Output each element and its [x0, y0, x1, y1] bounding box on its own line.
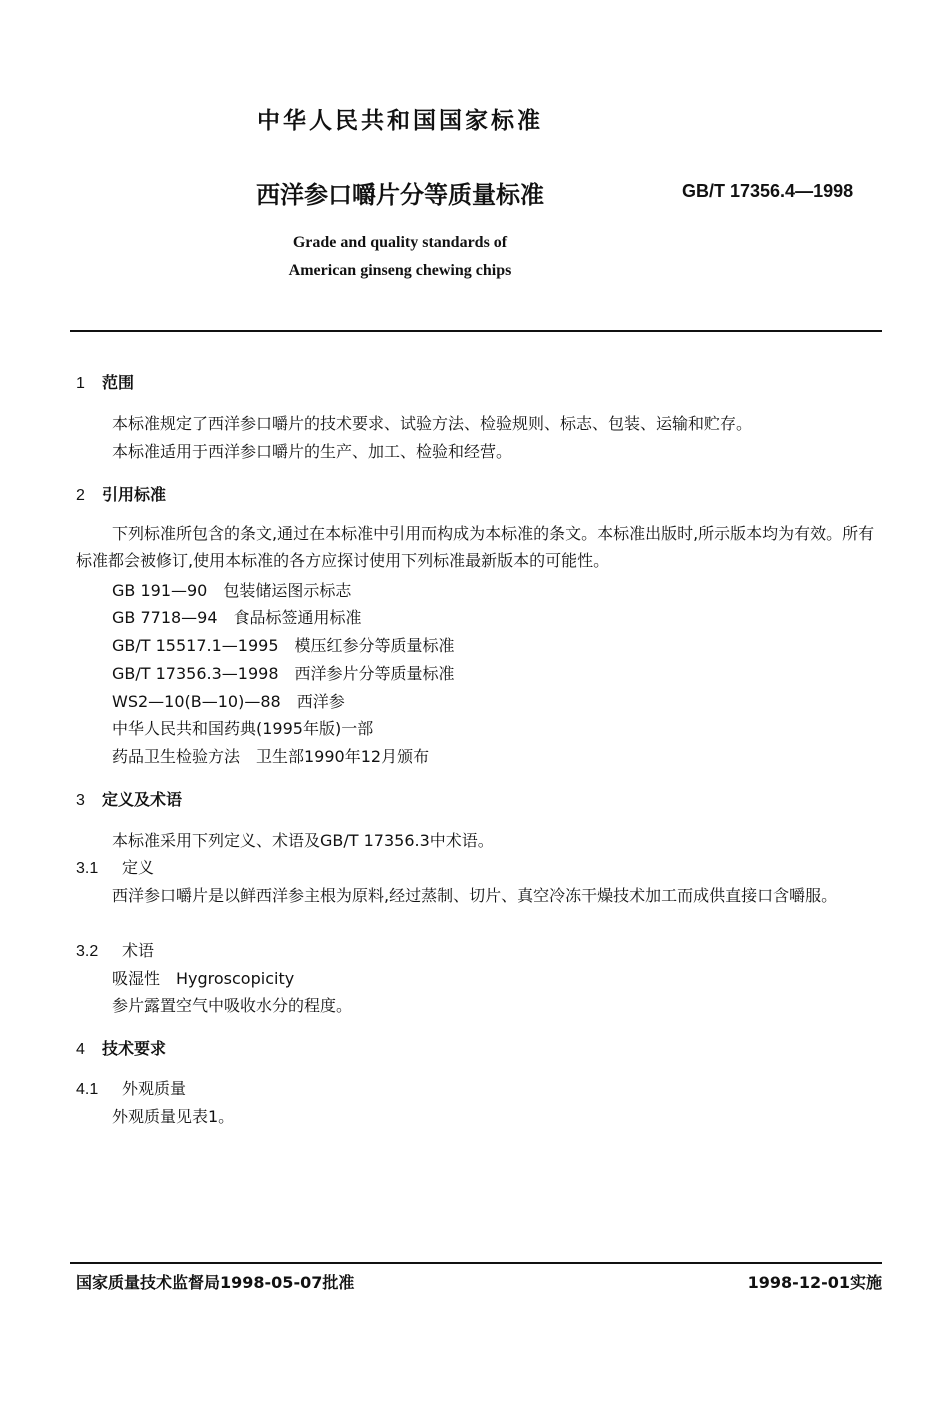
section-3-1-number: 3.1 [76, 860, 99, 877]
section-4-1-text: 外观质量见表1。 [112, 1107, 235, 1126]
section-2-title: 引用标准 [102, 485, 167, 504]
reference-item: GB/T 17356.3—1998 西洋参片分等质量标准 [112, 664, 455, 683]
section-1-para-1: 本标准规定了西洋参口嚼片的技术要求、试验方法、检验规则、标志、包装、运输和贮存。 [112, 414, 753, 433]
document-title-en-line2: American ginseng chewing chips [288, 262, 512, 279]
reference-item: WS2—10(B—10)—88 西洋参 [112, 692, 345, 711]
section-3-heading [76, 787, 182, 810]
reference-item: GB/T 15517.1—1995 模压红参分等质量标准 [112, 636, 455, 655]
approval-date: 国家质量技术监督局1998-05-07批准 [76, 1273, 355, 1292]
section-3-1-title: 定义 [122, 858, 155, 877]
reference-item: 药品卫生检验方法 卫生部1990年12月颁布 [112, 747, 430, 766]
standard-number: GB/T 17356.4—1998 [682, 181, 854, 201]
effective-date: 1998-12-01实施 [747, 1273, 882, 1292]
reference-item: 中华人民共和国药典(1995年版)一部 [112, 719, 374, 738]
section-3-1-text: 西洋参口嚼片是以鲜西洋参主根为原料,经过蒸制、切片、真空冷冻干燥技术加工而成供直接口含嚼服。 [112, 886, 838, 905]
section-4-1-heading [76, 1076, 186, 1099]
section-4-1-title: 外观质量 [122, 1079, 187, 1098]
section-3-intro: 本标准采用下列定义、术语及GB/T 17356.3中术语。 [112, 831, 494, 850]
section-3-2-title: 术语 [122, 941, 155, 960]
section-3-2-number: 3.2 [76, 943, 99, 960]
section-1-para-2: 本标准适用于西洋参口嚼片的生产、加工、检验和经营。 [112, 442, 513, 461]
reference-item: GB 7718—94 食品标签通用标准 [112, 608, 362, 627]
section-4-title: 技术要求 [102, 1039, 167, 1058]
section-1-title: 范围 [102, 373, 135, 392]
header-divider [70, 330, 882, 332]
document-title-en-line1: Grade and quality standards of [292, 234, 508, 251]
section-1-heading [76, 370, 134, 393]
document-title-cn: 西洋参口嚼片分等质量标准 [256, 181, 544, 209]
standard-organization: 中华人民共和国国家标准 [257, 108, 543, 134]
section-3-number: 3 [76, 792, 85, 809]
section-3-1-heading [76, 855, 154, 878]
section-2-intro: 下列标准所包含的条文,通过在本标准中引用而构成为本标准的条文。本标准出版时,所示版本均为有效。所有标准都会被修订,使用本标准的各方应探讨使用下列标准最新版本的可能性。 [76, 524, 875, 570]
section-1-number: 1 [76, 375, 85, 392]
reference-item: GB 191—90 包装储运图示标志 [112, 581, 352, 600]
footer-divider [70, 1262, 882, 1264]
term-hygroscopicity: 吸湿性 Hygroscopicity [112, 969, 295, 988]
section-3-title: 定义及术语 [102, 790, 183, 809]
section-3-2-heading [76, 938, 154, 961]
section-4-1-number: 4.1 [76, 1081, 99, 1098]
section-4-heading [76, 1036, 166, 1059]
section-4-number: 4 [76, 1041, 85, 1058]
section-2-number: 2 [76, 487, 85, 504]
section-2-heading [76, 482, 166, 505]
term-definition: 参片露置空气中吸收水分的程度。 [112, 996, 353, 1015]
